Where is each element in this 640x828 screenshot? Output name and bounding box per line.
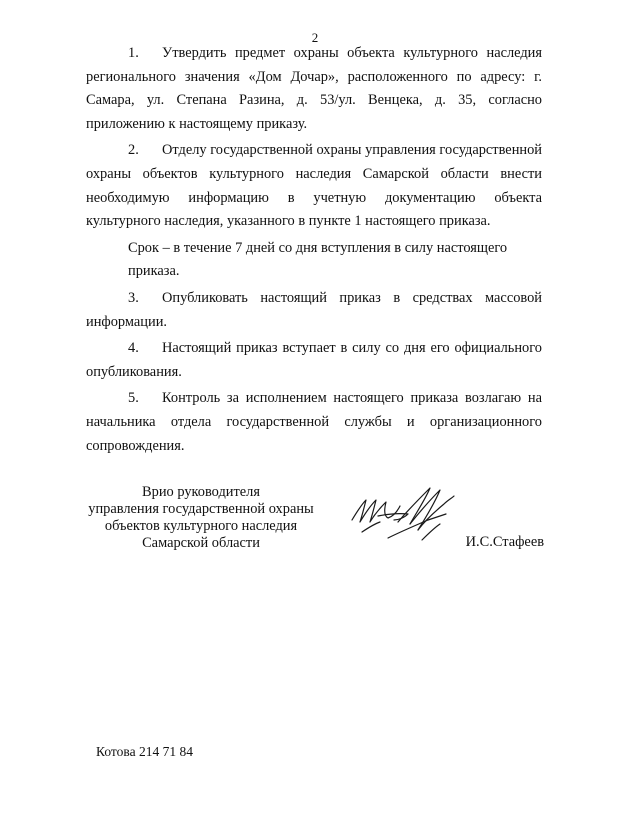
item-number: 3. (128, 289, 139, 306)
item-number: 1. (128, 45, 139, 61)
item-text: Отделу государственной охраны управления государственной охраны объектов культурного наследия Самарской области внести необходимую информацию в учетную документацию объекта культурного наследия, указанного в пункте 1 настоящего приказа. (86, 142, 542, 230)
order-item-5 (86, 387, 542, 458)
page-number: 2 (311, 30, 319, 45)
item-text: Контроль за исполнением настоящего приказа возлагаю на начальника отдела государственной службы и организационного сопровождения. (86, 390, 542, 454)
deadline-note (86, 237, 542, 284)
item-text: Утвердить предмет охраны объекта культурного наследия регионального значения «Дом Дочар», расположенного по адресу: г. Самара, ул. Степана Разина, д. 53/ул. Венцека, д. 35, согласно приложению к настоящему приказу. (86, 45, 542, 132)
order-body (86, 42, 542, 461)
handwritten-signature (348, 480, 460, 546)
signatory-name: И.С.Стафеев (465, 534, 544, 550)
order-item-3 (86, 287, 542, 334)
item-text: Опубликовать настоящий приказ в средствах массовой информации. (86, 289, 542, 330)
item-text: Настоящий приказ вступает в силу со дня его официального опубликования. (86, 340, 542, 380)
executor-contact: Котова 214 71 84 (96, 744, 193, 759)
order-item-4 (86, 337, 542, 384)
item-number: 5. (128, 390, 139, 407)
signature-block (86, 484, 542, 554)
deadline-line-1: Срок – в течение 7 дней со дня вступления в силу настоящего (128, 239, 508, 256)
item-number: 4. (128, 340, 139, 357)
deadline-line-2: приказа. (128, 263, 180, 280)
signatory-title-line: управления государственной охраны (88, 501, 314, 517)
signatory-title-line: Врио руководителя (142, 484, 260, 500)
signatory-title-line: Самарской области (142, 535, 260, 551)
signatory-title-line: объектов культурного наследия (104, 518, 298, 534)
item-number: 2. (128, 142, 139, 159)
order-item-2 (86, 139, 542, 233)
signatory-title (86, 484, 316, 552)
order-item-1 (86, 42, 542, 136)
